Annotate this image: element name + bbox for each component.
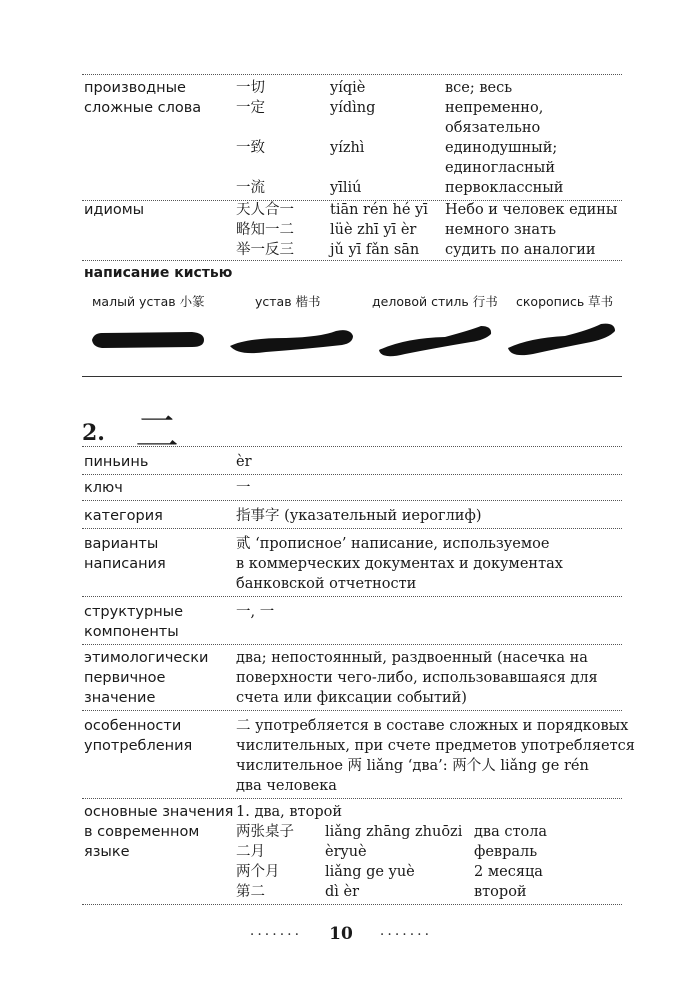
seal-script-stroke [88,318,208,362]
example-translation: второй [474,884,527,900]
example-translation: февраль [474,844,538,860]
divider [82,644,622,645]
row-label: производные [84,80,186,96]
divider [82,446,622,447]
example-pinyin: liǎng ge yuè [325,864,415,880]
translation: первоклассный [445,180,564,196]
field-value: поверхности чего-либо, использовавшаяся для [236,670,598,686]
example-pinyin: liǎng zhāng zhuōzi [325,824,463,840]
divider [82,596,622,597]
cursive-script-stroke [505,318,620,362]
field-label: этимологически [84,650,209,666]
field-label: варианты [84,536,159,552]
pinyin: tiān rén hé yī [330,202,428,218]
page-number: 10 [329,924,353,944]
field-label: употребления [84,738,193,754]
entry-number: 2. [82,420,105,446]
brush-style-label: деловой стиль 行书 [372,294,498,309]
field-value: два человека [236,778,337,794]
row-label: идиомы [84,202,145,218]
field-label: особенности [84,718,182,734]
field-label: языке [84,844,130,860]
divider [82,798,622,799]
field-label: компоненты [84,624,179,640]
translation: судить по аналогии [445,242,596,258]
translation: единодушный; [445,140,558,156]
entry-character: 二 [135,407,179,458]
meaning-intro: 1. два, второй [236,804,342,820]
translation: обязательно [445,120,541,136]
field-value: числительное 两 liǎng ‘два’: 两个人 liǎng ge rén [236,758,589,774]
translation: непременно, [445,100,544,116]
hanzi: 举一反三 [236,242,294,258]
field-label: в современном [84,824,200,840]
pinyin: yízhì [330,140,365,156]
running-script-stroke [375,318,495,362]
example-translation: два стола [474,824,548,840]
page-footer [0,924,682,944]
translation: Небо и человек едины [445,202,618,218]
field-value: счета или фиксации событий) [236,690,467,706]
translation: единогласный [445,160,556,176]
brush-style-label: малый устав 小篆 [92,294,205,309]
example-pinyin: èryuè [325,844,367,860]
hanzi: 一定 [236,100,265,116]
field-label: пиньинь [84,454,149,470]
pinyin: lüè zhī yī èr [330,222,417,238]
field-value: два; непостоянный, раздвоенный (насечка на [236,650,588,666]
field-value: банковской отчетности [236,576,417,592]
pinyin: yídìng [330,100,376,116]
pinyin: yīliú [330,180,362,196]
brush-style-label: устав 楷书 [255,294,321,309]
pinyin: jǔ yī fǎn sān [330,242,420,258]
pinyin: yíqiè [330,80,366,96]
footer-dots-left: ······· [249,927,303,943]
hanzi: 一流 [236,180,265,196]
footer-dots-right: ······· [379,927,433,943]
field-value: 一, 一 [236,604,275,620]
hanzi: 一切 [236,80,265,96]
hanzi: 天人合一 [236,202,294,218]
example-hanzi: 两个月 [236,864,280,880]
regular-script-stroke [226,318,356,362]
divider [82,710,622,711]
field-value: 指事字 (указательный иероглиф) [236,508,482,524]
brush-heading: написание кистью [84,265,233,281]
field-label: структурные [84,604,184,620]
example-translation: 2 месяца [474,864,543,880]
divider [82,260,622,261]
divider [82,474,622,475]
hanzi: 一致 [236,140,265,156]
field-label: категория [84,508,163,524]
section-rule [82,376,622,377]
example-pinyin: dì èr [325,884,360,900]
field-label: первичное [84,670,166,686]
divider [82,528,622,529]
field-value: 一 [236,480,251,496]
field-value: 二 употребляется в составе сложных и порядковых [236,718,629,734]
example-hanzi: 两张桌子 [236,824,294,840]
example-hanzi: 第二 [236,884,265,900]
field-value: в коммерческих документах и документах [236,556,563,572]
hanzi: 略知一二 [236,222,294,238]
field-value: 贰 ‘прописное’ написание, используемое [236,536,550,552]
divider [82,500,622,501]
translation: немного знать [445,222,556,238]
field-label: значение [84,690,156,706]
field-value: числительных, при счете предметов употребляется [236,738,635,754]
field-label: ключ [84,480,123,496]
row-label: сложные слова [84,100,202,116]
field-label: основные значения [84,804,234,820]
translation: все; весь [445,80,513,96]
brush-style-label: скоропись 草书 [516,294,614,309]
divider [82,904,622,905]
divider [82,74,622,75]
field-label: написания [84,556,166,572]
field-value: èr [236,454,252,470]
example-hanzi: 二月 [236,844,265,860]
